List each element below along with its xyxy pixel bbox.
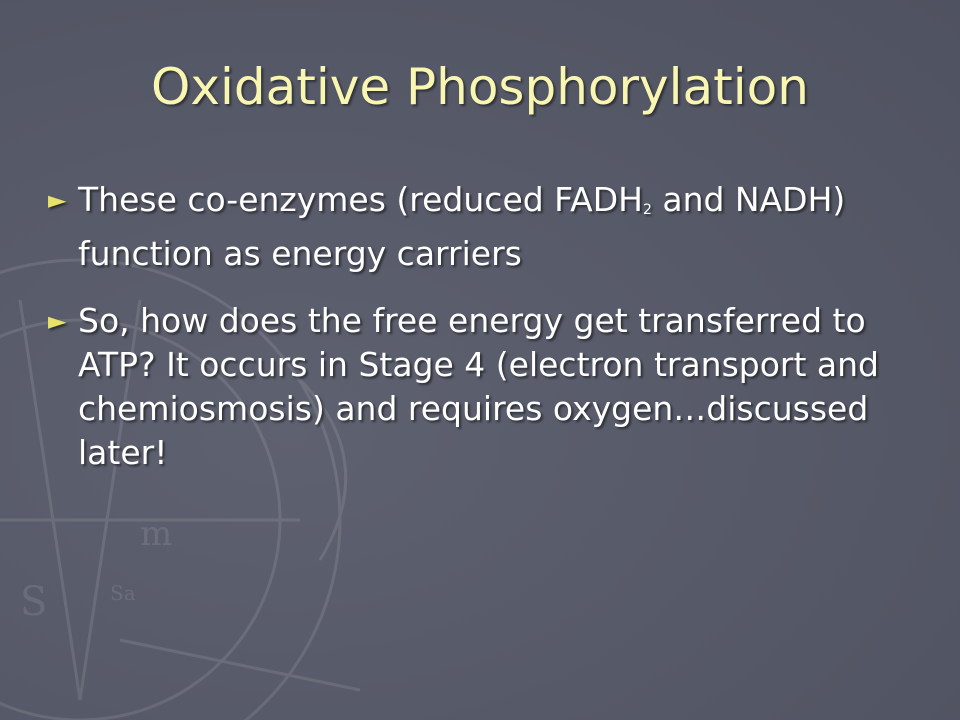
bullet-text-after: and NADH) function as energy carriers bbox=[78, 180, 846, 273]
bullet-text-before: These co-enzymes (reduced FADH bbox=[78, 180, 643, 219]
svg-text:m: m bbox=[140, 514, 173, 554]
svg-text:S: S bbox=[20, 579, 48, 625]
bullet-item-free-energy bbox=[48, 299, 908, 475]
slide-title: Oxidative Phosphorylation bbox=[151, 58, 809, 116]
triangle-bullet-icon: ► bbox=[48, 306, 67, 335]
svg-text:Sa: Sa bbox=[110, 581, 136, 605]
triangle-bullet-icon: ► bbox=[48, 186, 67, 214]
bullet-subscript: 2 bbox=[642, 201, 652, 218]
bullet-text: So, how does the free energy get transferred to ATP? It occurs in Stage 4 (electron transport and chemiosmosis) and requires oxygen…discussed later! bbox=[78, 300, 880, 472]
bullet-item-coenzymes bbox=[48, 178, 908, 276]
bullet-list bbox=[48, 178, 908, 498]
